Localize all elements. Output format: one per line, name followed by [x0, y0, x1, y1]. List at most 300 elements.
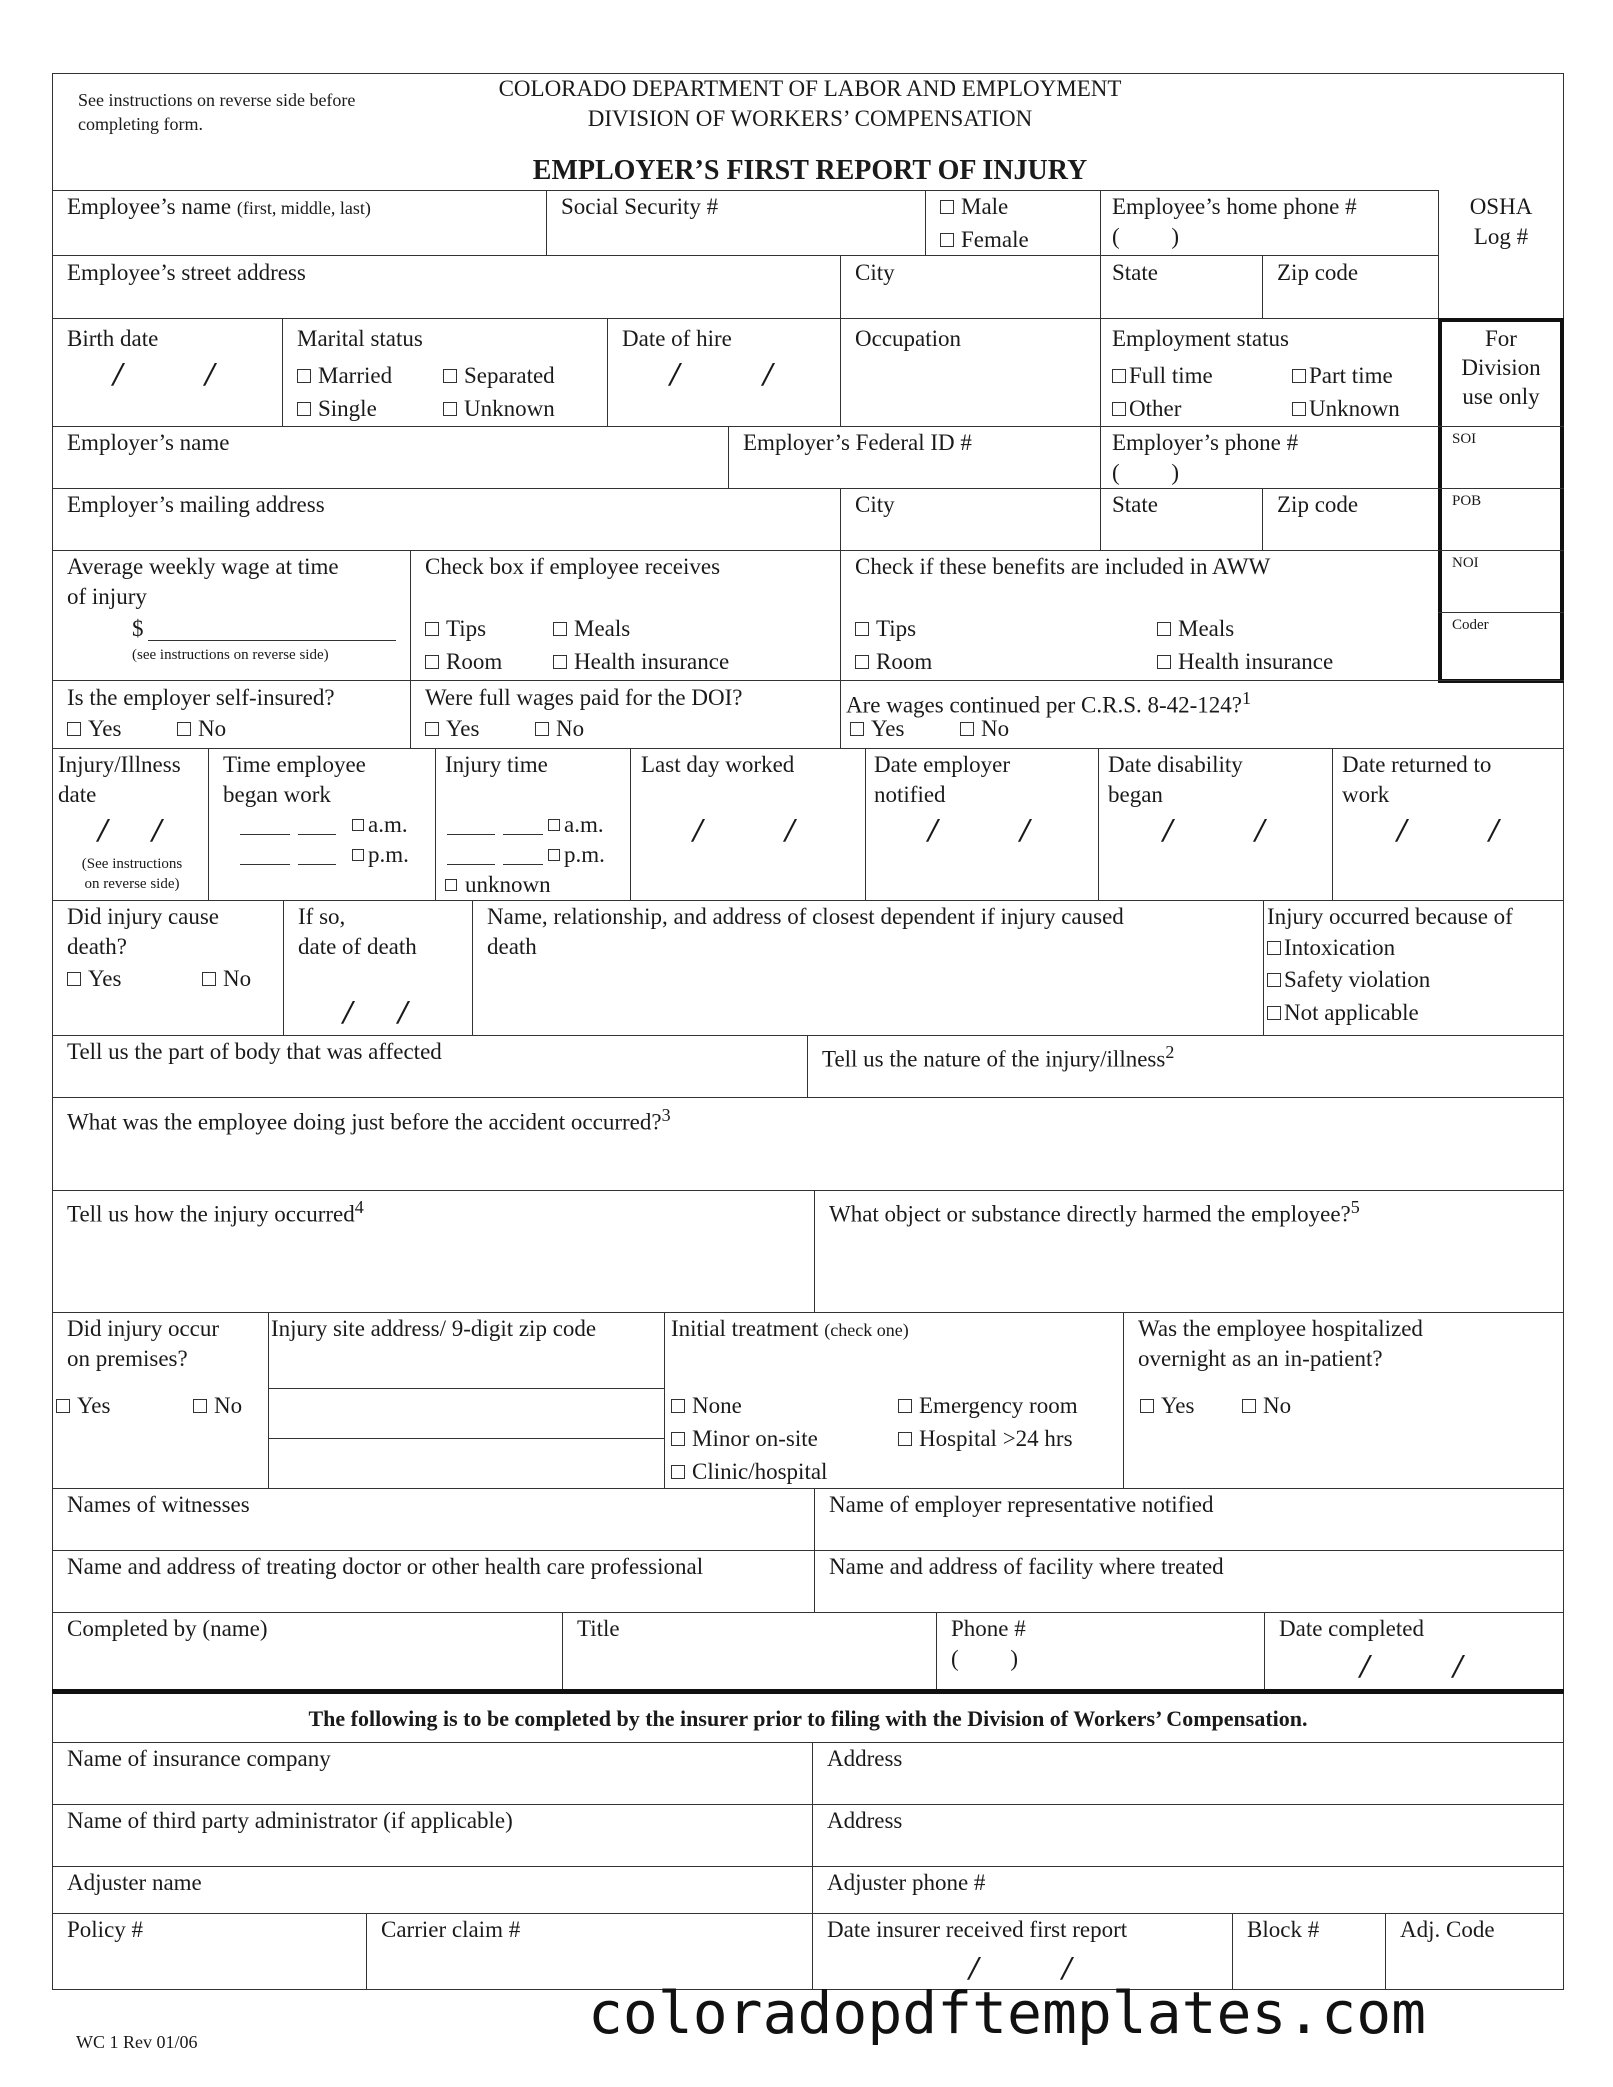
employer-name-field[interactable]: Employer’s name: [67, 430, 230, 455]
checkbox-icon: [553, 622, 567, 636]
included-tips-checkbox[interactable]: [855, 614, 916, 644]
death-no-checkbox[interactable]: [202, 964, 251, 994]
date-slash: /: [1489, 812, 1499, 849]
death-yes-checkbox[interactable]: [67, 964, 121, 994]
injury-date-line-1: Injury/Illness: [58, 752, 181, 777]
rule: [1438, 612, 1564, 613]
date-slash: /: [1163, 812, 1173, 849]
meals-label: Meals: [1178, 616, 1235, 641]
checkbox-icon: [297, 402, 311, 416]
yes-label: Yes: [77, 1393, 111, 1418]
hospitalized-label: [1138, 1314, 1423, 1374]
completed-phone-field[interactable]: [951, 1614, 1026, 1674]
rule: [410, 680, 411, 748]
treatment-hospital-checkbox[interactable]: [898, 1424, 1073, 1454]
checkbox-icon: [443, 369, 457, 383]
department-heading: [430, 74, 1190, 134]
am-label: a.m.: [368, 812, 408, 837]
began-pm-checkbox[interactable]: [352, 840, 409, 870]
state-field[interactable]: State: [1112, 260, 1158, 285]
checkbox-icon: [352, 819, 364, 831]
checkbox-icon: [671, 1432, 685, 1446]
yes-label: Yes: [446, 716, 480, 741]
checkbox-icon: [1112, 369, 1126, 383]
division-line-1: For: [1485, 326, 1517, 351]
aww-input-line[interactable]: [148, 640, 396, 641]
health-label: Health insurance: [1178, 649, 1334, 674]
rule: [283, 900, 284, 1035]
home-phone-label: Employee’s home phone #: [1112, 194, 1357, 219]
rule: [1100, 190, 1101, 255]
ifso-line-2: date of death: [298, 934, 417, 959]
checkbox-icon: [855, 655, 869, 669]
federal-id-field[interactable]: Employer’s Federal ID #: [743, 430, 972, 455]
birth-date-label: Birth date: [67, 326, 159, 351]
full-time-checkbox[interactable]: [1112, 361, 1213, 391]
footnote-2: 2: [1165, 1042, 1175, 1062]
facility-field[interactable]: Name and address of facility where treated: [829, 1554, 1224, 1579]
time-input-line[interactable]: [447, 834, 495, 835]
treatment-label: [671, 1314, 909, 1345]
included-room-checkbox[interactable]: [855, 647, 932, 677]
employer-city-field[interactable]: City: [855, 492, 895, 517]
pob-field[interactable]: POB: [1452, 493, 1482, 509]
because-label: Injury occurred because of: [1267, 904, 1513, 929]
no-label: No: [214, 1393, 243, 1418]
injury-pm-checkbox[interactable]: [548, 840, 605, 870]
premises-line-1: Did injury occur: [67, 1316, 220, 1341]
rule: [1332, 748, 1333, 900]
date-received-label: Date insurer received first report: [827, 1917, 1128, 1942]
notified-label: [874, 750, 1010, 810]
tpa-address-field[interactable]: Address: [827, 1808, 903, 1833]
not-applicable-checkbox[interactable]: [1267, 998, 1419, 1028]
employer-phone-parens: ( ): [1112, 460, 1180, 485]
employee-name-label: Employee’s name: [67, 194, 232, 219]
single-checkbox[interactable]: [297, 394, 377, 424]
date-slash: /: [152, 812, 162, 849]
injury-date-line-2: date: [58, 782, 97, 807]
date-slash: /: [693, 812, 703, 849]
rule: [52, 1742, 1564, 1743]
date-slash: /: [785, 812, 795, 849]
health-label: Health insurance: [574, 649, 730, 674]
checkbox-icon: [898, 1432, 912, 1446]
policy-field[interactable]: Policy #: [67, 1917, 144, 1942]
part-time-label: Part time: [1309, 363, 1393, 388]
completed-by-field[interactable]: Completed by (name): [67, 1616, 268, 1641]
checkbox-icon: [535, 722, 549, 736]
rule: [1100, 318, 1101, 426]
insurer-banner: The following is to be completed by the insurer prior to filing with the Division of Workers’ Compensation.: [308, 1706, 1308, 1731]
rule: [865, 748, 866, 900]
date-of-death-label: [298, 902, 417, 962]
instructions-line-1: See instructions on reverse side before: [78, 90, 356, 110]
street-address-field[interactable]: Employee’s street address: [67, 260, 306, 285]
premises-line-2: on premises?: [67, 1346, 188, 1371]
checkbox-icon: [960, 722, 974, 736]
treatment-hint: (check one): [824, 1320, 909, 1340]
checkbox-icon: [443, 402, 457, 416]
rule: [52, 900, 1564, 901]
checkbox-icon: [67, 722, 81, 736]
hospitalized-line-2: overnight as an in-patient?: [1138, 1346, 1383, 1371]
mailing-address-field[interactable]: Employer’s mailing address: [67, 492, 325, 517]
aww-line-2: of injury: [67, 584, 147, 609]
rule: [607, 318, 608, 426]
checkbox-icon: [56, 1399, 70, 1413]
date-slash: /: [1062, 1950, 1072, 1987]
rule: [52, 1312, 1564, 1313]
date-slash: /: [928, 812, 938, 849]
adj-code-field[interactable]: Adj. Code: [1400, 1917, 1495, 1942]
rule: [1098, 748, 1099, 900]
disability-line-1: Date disability: [1108, 752, 1243, 777]
coder-field[interactable]: Coder: [1452, 617, 1489, 633]
rule: [630, 748, 631, 900]
intoxication-checkbox[interactable]: [1267, 933, 1395, 963]
injury-date-hint-2: on reverse side): [84, 876, 180, 892]
rule: [52, 488, 1438, 489]
date-slash: /: [205, 356, 215, 393]
date-slash: /: [398, 994, 408, 1031]
how-text: Tell us how the injury occurred: [67, 1201, 355, 1227]
no-label: No: [556, 716, 585, 741]
soi-field[interactable]: SOI: [1452, 431, 1477, 447]
treatment-clinic-checkbox[interactable]: [671, 1457, 827, 1487]
date-slash: /: [1360, 1648, 1370, 1685]
wages-continued-label: [846, 683, 1251, 721]
unknown-employment-checkbox[interactable]: [1292, 394, 1400, 424]
receives-label: Check box if employee receives: [425, 554, 721, 579]
injury-am-checkbox[interactable]: [548, 810, 604, 840]
single-label: Single: [318, 396, 377, 421]
rule: [1264, 1612, 1265, 1690]
male-label: Male: [961, 194, 1009, 219]
self-insured-no[interactable]: [177, 714, 226, 744]
receives-health-checkbox[interactable]: [553, 647, 729, 677]
instructions-line-2: completing form.: [78, 114, 203, 134]
tips-label: Tips: [876, 616, 917, 641]
dependent-line-2: death: [487, 934, 537, 959]
checkbox-icon: [553, 655, 567, 669]
included-meals-checkbox[interactable]: [1157, 614, 1234, 644]
dependent-line-1: Name, relationship, and address of closest dependent if injury caused: [487, 904, 1124, 929]
rule: [410, 550, 411, 680]
yes-label: Yes: [88, 966, 122, 991]
hospitalized-line-1: Was the employee hospitalized: [1138, 1316, 1423, 1341]
how-field[interactable]: [67, 1192, 364, 1230]
doctor-field[interactable]: Name and address of treating doctor or other health care professional: [67, 1554, 704, 1579]
disability-line-2: began: [1108, 782, 1163, 807]
date-slash: /: [670, 356, 680, 393]
checkbox-icon: [898, 1399, 912, 1413]
rule: [728, 426, 729, 488]
treatment-none-checkbox[interactable]: [671, 1391, 742, 1421]
form-id: WC 1 Rev 01/06: [76, 2032, 198, 2052]
time-input-line[interactable]: [503, 834, 543, 835]
pm-label: p.m.: [564, 842, 605, 867]
employer-state-field[interactable]: State: [1112, 492, 1158, 517]
watermark: coloradopdftemplates.com: [588, 1979, 1427, 2047]
checkbox-icon: [1267, 1006, 1281, 1020]
other-checkbox[interactable]: [1112, 394, 1181, 424]
rule: [925, 190, 926, 255]
pm-label: p.m.: [368, 842, 409, 867]
site-input-line[interactable]: [268, 1438, 664, 1439]
rule: [840, 255, 841, 318]
employer-zip-field[interactable]: Zip code: [1277, 492, 1359, 517]
treatment-emergency-checkbox[interactable]: [898, 1391, 1078, 1421]
checkbox-icon: [1292, 402, 1306, 416]
rule: [52, 550, 1438, 551]
division-line-2: Division: [1461, 355, 1541, 380]
no-label: No: [198, 716, 227, 741]
date-of-hire-label: Date of hire: [622, 326, 732, 351]
checkbox-icon: [1157, 655, 1171, 669]
footnote-5: 5: [1350, 1197, 1360, 1217]
receives-tips-checkbox[interactable]: [425, 614, 486, 644]
rule: [52, 748, 1564, 749]
separated-label: Separated: [464, 363, 555, 388]
rule: [1262, 488, 1263, 550]
room-label: Room: [876, 649, 933, 674]
rule: [936, 1612, 937, 1690]
self-insured-label: Is the employer self-insured?: [67, 685, 335, 710]
meals-label: Meals: [574, 616, 631, 641]
date-slash: /: [343, 994, 353, 1031]
date-slash: /: [113, 356, 123, 393]
employee-name-field[interactable]: [67, 192, 371, 223]
time-input-line[interactable]: [240, 834, 290, 835]
checkbox-icon: [1292, 369, 1306, 383]
time-input-line[interactable]: [240, 864, 290, 865]
injury-date-label: [58, 750, 181, 810]
marital-status-label: Marital status: [297, 326, 423, 351]
female-checkbox[interactable]: [940, 225, 1029, 255]
nature-field[interactable]: [822, 1037, 1174, 1075]
time-input-line[interactable]: [298, 864, 336, 865]
checkbox-icon: [297, 369, 311, 383]
premises-yes-checkbox[interactable]: [56, 1391, 110, 1421]
rule: [1263, 900, 1264, 1035]
rule: [282, 318, 283, 426]
hospital-label: Hospital >24 hrs: [919, 1426, 1073, 1451]
rule: [840, 550, 841, 680]
receives-room-checkbox[interactable]: [425, 647, 502, 677]
no-label: No: [981, 716, 1010, 741]
rule: [52, 1612, 1564, 1613]
employer-phone-label: Employer’s phone #: [1112, 430, 1299, 455]
treatment-minor-checkbox[interactable]: [671, 1424, 818, 1454]
clinic-label: Clinic/hospital: [692, 1459, 828, 1484]
adjuster-name-field[interactable]: Adjuster name: [67, 1870, 202, 1895]
time-input-line[interactable]: [503, 864, 543, 865]
intoxication-label: Intoxication: [1284, 935, 1396, 960]
zip-field[interactable]: Zip code: [1277, 260, 1359, 285]
unknown-label: unknown: [465, 872, 551, 897]
checkbox-icon: [445, 879, 457, 891]
aww-dollar: $: [132, 616, 144, 641]
employer-phone-field[interactable]: [1112, 428, 1298, 488]
checkbox-icon: [67, 972, 81, 986]
returned-line-1: Date returned to: [1342, 752, 1492, 777]
checkbox-icon: [548, 849, 560, 861]
date-slash: /: [763, 356, 773, 393]
block-field[interactable]: Block #: [1247, 1917, 1320, 1942]
rule: [52, 255, 1438, 256]
room-label: Room: [446, 649, 503, 674]
rule: [840, 680, 841, 748]
completed-phone-parens: ( ): [951, 1646, 1019, 1671]
rule: [1438, 426, 1564, 427]
checkbox-icon: [1140, 1399, 1154, 1413]
checkbox-icon: [850, 722, 864, 736]
rule: [1123, 1312, 1124, 1488]
rule: [1262, 255, 1263, 318]
rule: [52, 1804, 1564, 1805]
rule: [1100, 426, 1101, 488]
rule: [52, 1866, 1564, 1867]
osha-line-1: OSHA: [1469, 194, 1533, 219]
full-wages-no[interactable]: [535, 714, 584, 744]
part-time-checkbox[interactable]: [1292, 361, 1393, 391]
body-part-field[interactable]: Tell us the part of body that was affected: [67, 1039, 442, 1064]
representative-field[interactable]: Name of employer representative notified: [829, 1492, 1214, 1517]
married-label: Married: [318, 363, 393, 388]
footnote-1: 1: [1242, 688, 1252, 708]
checkbox-icon: [940, 233, 954, 247]
date-slash: /: [98, 812, 108, 849]
adjuster-phone-field[interactable]: Adjuster phone #: [827, 1870, 986, 1895]
rule: [807, 1035, 808, 1097]
insurer-divider: [52, 1689, 1564, 1694]
carrier-claim-field[interactable]: Carrier claim #: [381, 1917, 521, 1942]
date-slash: /: [1020, 812, 1030, 849]
noi-field[interactable]: NOI: [1452, 555, 1479, 571]
receives-meals-checkbox[interactable]: [553, 614, 630, 644]
date-completed-label: Date completed: [1279, 1616, 1424, 1641]
date-slash: /: [1397, 812, 1407, 849]
ssn-field[interactable]: Social Security #: [561, 194, 719, 219]
checkbox-icon: [352, 849, 364, 861]
time-input-line[interactable]: [447, 864, 495, 865]
time-began-line-2: began work: [223, 782, 331, 807]
home-phone-field[interactable]: [1112, 192, 1357, 252]
premises-label: [67, 1314, 219, 1374]
rule: [208, 748, 209, 900]
wages-continued-no[interactable]: [960, 714, 1009, 744]
wages-continued-yes[interactable]: [850, 714, 904, 744]
death-label: [67, 902, 219, 962]
time-began-label: [223, 750, 366, 810]
title-field[interactable]: Title: [577, 1616, 620, 1641]
occupation-field[interactable]: Occupation: [855, 326, 962, 351]
full-time-label: Full time: [1129, 363, 1213, 388]
osha-log-field[interactable]: [1438, 192, 1564, 252]
premises-no-checkbox[interactable]: [193, 1391, 242, 1421]
tpa-field[interactable]: Name of third party administrator (if applicable): [67, 1808, 513, 1833]
full-wages-yes[interactable]: [425, 714, 479, 744]
rule: [814, 1190, 815, 1312]
no-label: No: [223, 966, 252, 991]
division-line-3: use only: [1462, 384, 1540, 409]
rule: [1438, 488, 1564, 489]
site-input-line[interactable]: [268, 1388, 664, 1389]
began-am-checkbox[interactable]: [352, 810, 408, 840]
aww-hint: (see instructions on reverse side): [132, 647, 329, 663]
self-insured-yes[interactable]: [67, 714, 121, 744]
married-checkbox[interactable]: [297, 361, 392, 391]
insurance-company-field[interactable]: Name of insurance company: [67, 1746, 331, 1771]
rule: [52, 1550, 1564, 1551]
rule: [562, 1612, 563, 1690]
unknown-marital-checkbox[interactable]: [443, 394, 555, 424]
nature-text: Tell us the nature of the injury/illness: [822, 1046, 1166, 1072]
ifso-line-1: If so,: [298, 904, 346, 929]
male-checkbox[interactable]: [940, 192, 1008, 222]
form-title: EMPLOYER’S FIRST REPORT OF INJURY: [532, 155, 1088, 186]
rule: [52, 426, 1438, 427]
footnote-4: 4: [354, 1197, 364, 1217]
minor-label: Minor on-site: [692, 1426, 818, 1451]
none-label: None: [692, 1393, 742, 1418]
injury-date-hint-1: (See instructions: [81, 856, 183, 872]
rule: [840, 318, 841, 426]
time-input-line[interactable]: [298, 834, 336, 835]
witnesses-field[interactable]: Names of witnesses: [67, 1492, 250, 1517]
injury-unknown-checkbox[interactable]: [445, 870, 551, 900]
full-wages-label: Were full wages paid for the DOI?: [425, 685, 743, 710]
checkbox-icon: [193, 1399, 207, 1413]
safety-checkbox[interactable]: [1267, 965, 1430, 995]
site-address-field[interactable]: Injury site address/ 9-digit zip code: [271, 1316, 597, 1341]
separated-checkbox[interactable]: [443, 361, 555, 391]
hospitalized-no-checkbox[interactable]: [1242, 1391, 1291, 1421]
rule: [52, 190, 1438, 191]
wages-continued-text: Are wages continued per C.R.S. 8-42-124?: [846, 692, 1243, 718]
rule: [1100, 255, 1101, 318]
rule: [52, 1035, 1564, 1036]
insurance-address-field[interactable]: Address: [827, 1746, 903, 1771]
date-slash: /: [1255, 812, 1265, 849]
rule: [472, 900, 473, 1035]
checkbox-icon: [548, 819, 560, 831]
yes-label: Yes: [1161, 1393, 1195, 1418]
rule: [546, 190, 547, 255]
osha-line-2: Log #: [1473, 224, 1529, 249]
checkbox-icon: [1267, 973, 1281, 987]
city-field[interactable]: City: [855, 260, 895, 285]
checkbox-icon: [425, 722, 439, 736]
rule: [435, 748, 436, 900]
checkbox-icon: [1267, 941, 1281, 955]
treatment-text: Initial treatment: [671, 1316, 819, 1341]
object-field[interactable]: [829, 1192, 1360, 1230]
date-slash: /: [1453, 1648, 1463, 1685]
checkbox-icon: [425, 622, 439, 636]
yes-label: Yes: [88, 716, 122, 741]
doing-field[interactable]: [67, 1100, 671, 1138]
dependent-field[interactable]: [487, 902, 1124, 962]
included-health-checkbox[interactable]: [1157, 647, 1333, 677]
emergency-label: Emergency room: [919, 1393, 1078, 1418]
yes-label: Yes: [871, 716, 905, 741]
object-text: What object or substance directly harmed the employee?: [829, 1201, 1351, 1227]
female-label: Female: [961, 227, 1029, 252]
rule: [52, 1488, 1564, 1489]
hospitalized-yes-checkbox[interactable]: [1140, 1391, 1194, 1421]
